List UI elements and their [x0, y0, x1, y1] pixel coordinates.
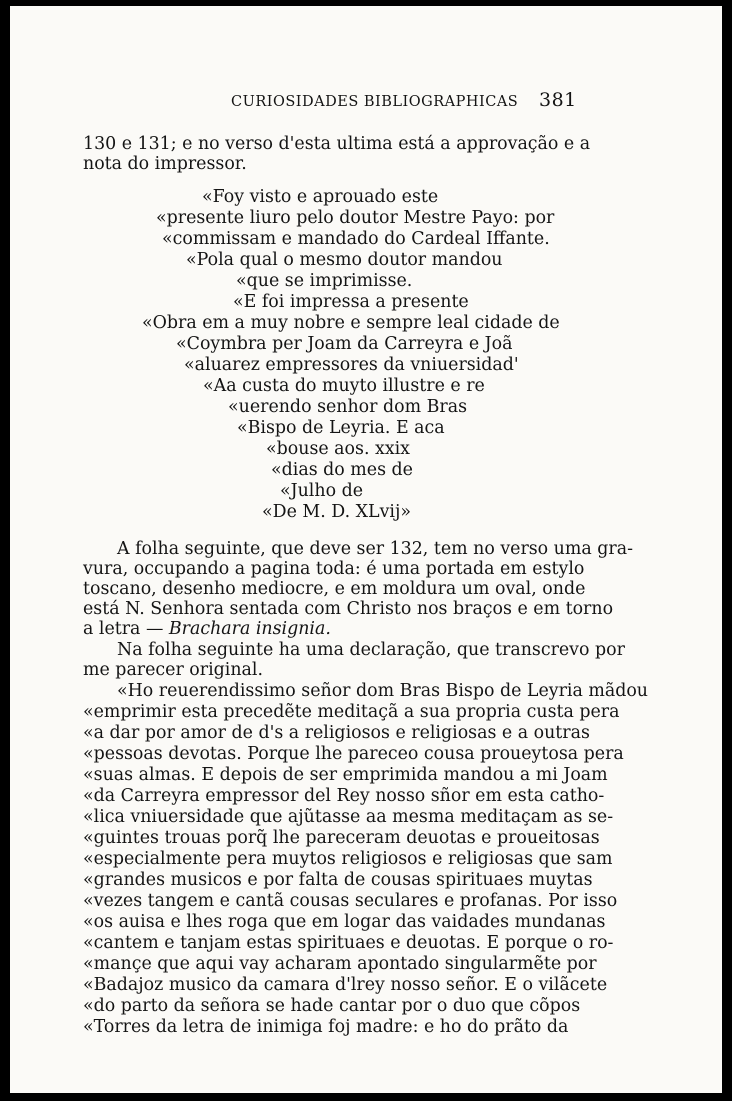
quote-line: «a dar por amor de d's a religiosos e religiosas e a outras [83, 723, 590, 743]
quote-line: «Ho reuerendissimo señor dom Bras Bispo de Leyria mãdou [117, 681, 649, 701]
quote-line: «Torres da letra de inimiga foj madre: e ho do prãto da [83, 1017, 569, 1037]
page-number: 381 [539, 89, 577, 111]
text-line: Na folha seguinte ha uma declaração, que transcrevo por [117, 640, 625, 660]
colophon-line: «E foi impressa a presente [233, 292, 469, 312]
quote-line: «cantem e tanjam estas spirituaes e deuotas. E porque o ro- [83, 933, 614, 953]
colophon-line: «commissam e mandado do Cardeal Iffante. [162, 229, 550, 249]
colophon-line: «Bispo de Leyria. E aca [237, 418, 445, 438]
colophon-line: «bouse aos. xxix [266, 439, 410, 459]
quote-line: «mançe que aqui vay acharam apontado singularmẽte por [83, 954, 597, 974]
italic-text: Brachara insignia. [168, 619, 331, 639]
colophon-line: «Pola qual o mesmo doutor mandou [186, 250, 503, 270]
quote-line: «suas almas. E depois de ser emprimida mandou a mi Joam [83, 765, 608, 785]
colophon-line: «Julho de [280, 481, 363, 501]
colophon-line: «Obra em a muy nobre e sempre leal cidade de [142, 313, 560, 333]
running-head-title: CURIOSIDADES BIBLIOGRAPHICAS [231, 94, 519, 110]
quote-line: «emprimir esta precedẽte meditaçã a sua propria custa pera [83, 702, 620, 722]
quote-line: «do parto da señora se hade cantar por o duo que cõpos [83, 996, 581, 1016]
quote-line: «pessoas devotas. Porque lhe pareceo cousa proueytosa pera [83, 744, 624, 764]
text-line: nota do impressor. [83, 154, 247, 174]
quote-line: «lica vniuersidade que ajũtasse aa mesma meditaçam as se- [83, 807, 614, 827]
text-line: vura, occupando a pagina toda: é uma portada em estylo [83, 559, 585, 579]
text-line: toscano, desenho mediocre, e em moldura um oval, onde [83, 579, 586, 599]
colophon-line: «que se imprimisse. [236, 271, 413, 291]
colophon-line: «presente liuro pelo doutor Mestre Payo: por [156, 208, 555, 228]
quote-line: «Badajoz musico da camara d'lrey nosso señor. E o vilãcete [83, 975, 608, 995]
text-run: a letra — [83, 619, 169, 639]
colophon-line: «Foy visto e aprouado este [202, 187, 439, 207]
quote-line: «da Carreyra empressor del Rey nosso sñor em esta catho- [83, 786, 605, 806]
quote-line: «os auisa e lhes roga que em logar das vaidades mundanas [83, 912, 606, 932]
colophon-line: «De M. D. XLvij» [262, 502, 411, 522]
book-page [10, 6, 722, 1093]
quote-line: «especialmente pera muytos religiosos e religiosas que sam [83, 849, 613, 869]
quote-line: «grandes musicos e por falta de cousas spirituaes muytas [83, 870, 593, 890]
quote-line: «guintes trouas porq̃ lhe pareceram deuotas e proueitosas [83, 828, 600, 848]
colophon-line: «aluarez empressores da vniuersidad' [184, 355, 519, 375]
text-line [83, 619, 331, 639]
text-line: está N. Senhora sentada com Christo nos braços e em torno [83, 599, 614, 619]
quote-line: «vezes tangem e cantã cousas seculares e profanas. Por isso [83, 891, 618, 911]
colophon-line: «Coymbra per Joam da Carreyra e Joã [176, 334, 513, 354]
colophon-line: «uerendo senhor dom Bras [228, 397, 468, 417]
text-line: A folha seguinte, que deve ser 132, tem no verso uma gra- [117, 539, 633, 559]
colophon-line: «dias do mes de [271, 460, 413, 480]
colophon-line: «Aa custa do muyto illustre e re [203, 376, 485, 396]
text-line: me parecer original. [83, 660, 263, 680]
text-line: 130 e 131; e no verso d'esta ultima está a approvação e a [83, 134, 591, 154]
